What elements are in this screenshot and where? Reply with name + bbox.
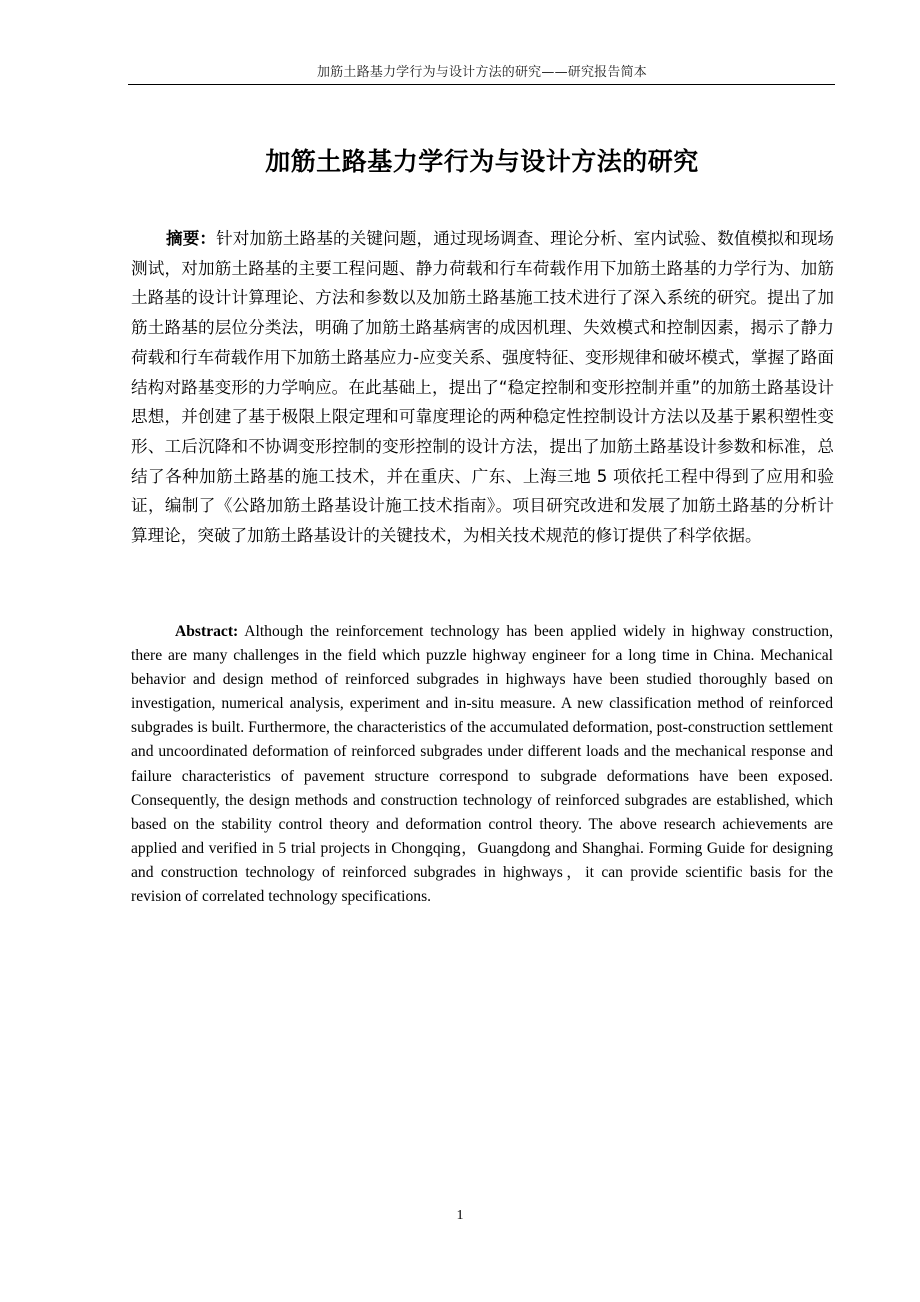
document-title: 加筋土路基力学行为与设计方法的研究: [265, 147, 699, 176]
english-abstract-text: Although the reinforcement technology has been applied widely in highway construction, there are many challenges in the field which puzzle highway engineer for a long time in China. Mechanical behavior and design method of reinforced subgrades in highways have been studied thoroughly based on investigation, numerical analysis, experiment and in-situ measure. A new classification method of reinforced subgrades is built. Furthermore, the characteristics of the accumulated deformation, post-construction settlement and uncoordinated deformation of reinforced subgrades under different loads and the mechanical response and failure characteristics of pavement structure correspond to subgrade deformations have been exposed. Consequently, the design methods and construction technology of reinforced subgrades are established, which based on the stability control theory and deformation control theory. The above research achievements are applied and verified in 5 trial projects in Chongqing，Guangdong and Shanghai. Forming Guide for designing and construction technology of reinforced subgrades in highways，it can provide scientific basis for the revision of correlated technology specifications.: [131, 623, 833, 906]
chinese-abstract-text: 针对加筋土路基的关键问题，通过现场调查、理论分析、室内试验、数值模拟和现场测试，对加筋土路基的主要工程问题、静力荷载和行车荷载作用下加筋土路基的力学行为、加筋土路基的设计计算理论、方法和参数以及加筋土路基施工技术进行了深入系统的研究。提出了加筋土路基的层位分类法，明确了加筋土路基病害的成因机理、失效模式和控制因素，揭示了静力荷载和行车荷载作用下加筋土路基应力-应变关系、强度特征、变形规律和破坏模式，掌握了路面结构对路基变形的力学响应。在此基础上，提出了“稳定控制和变形控制并重”的加筋土路基设计思想，并创建了基于极限上限定理和可靠度理论的两种稳定性控制设计方法以及基于累积塑性变形、工后沉降和不协调变形控制的变形控制的设计方法，提出了加筋土路基设计参数和标准，总结了各种加筋土路基的施工技术，并在重庆、广东、上海三地 5 项依托工程中得到了应用和验证，编制了《公路加筋土路基设计施工技术指南》。项目研究改进和发展了加筋土路基的分析计算理论，突破了加筋土路基设计的关键技术，为相关技术规范的修订提供了科学依据。: [131, 229, 834, 546]
chinese-abstract: [131, 224, 834, 551]
page-number: 1: [456, 1208, 464, 1223]
chinese-abstract-label: 摘要：: [166, 229, 217, 248]
header-rule: [128, 84, 835, 85]
running-header: 加筋土路基力学行为与设计方法的研究——研究报告简本: [316, 65, 647, 80]
english-abstract-label: Abstract:: [175, 623, 239, 640]
english-abstract: [131, 620, 833, 909]
